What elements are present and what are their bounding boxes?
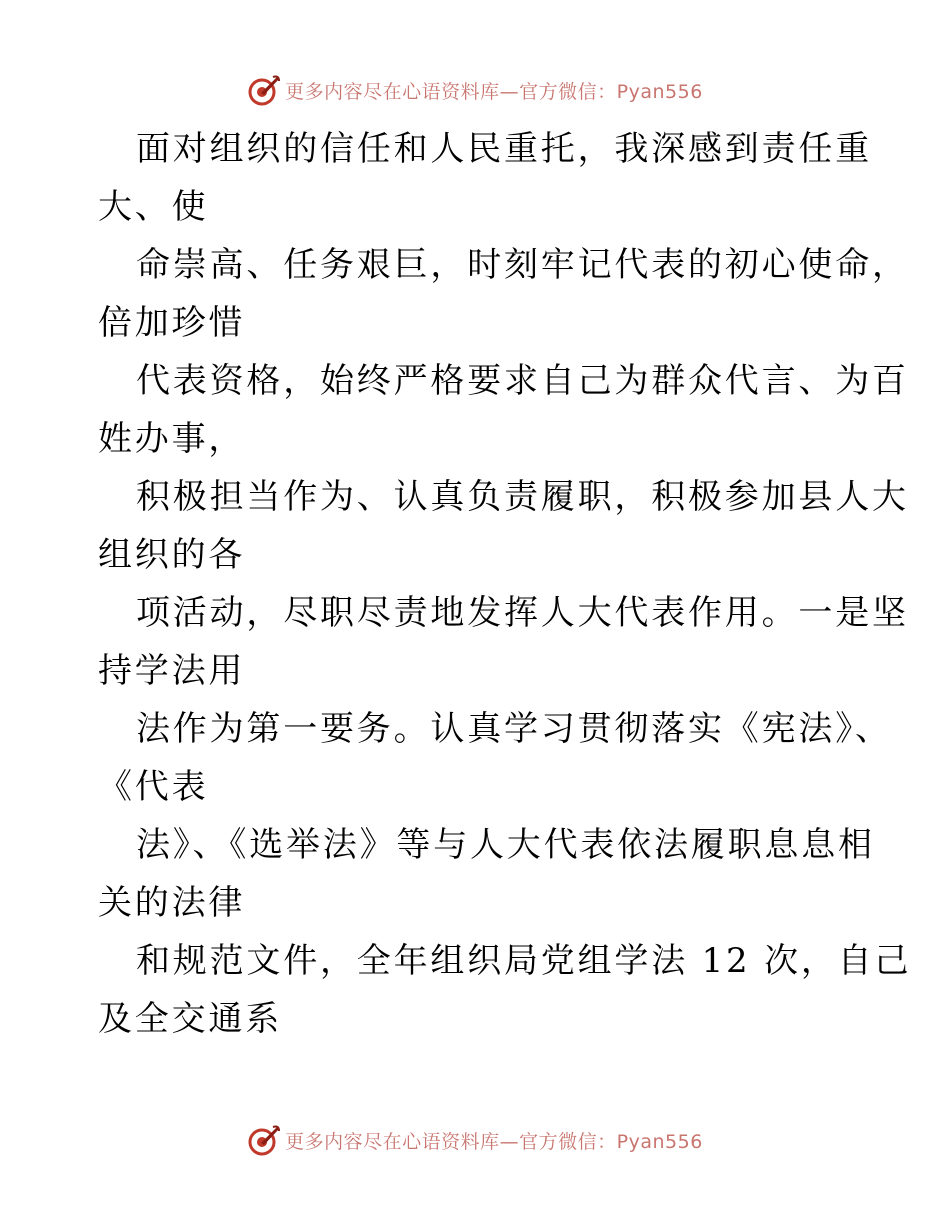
paragraph-line: 法作为第一要务。认真学习贯彻落实《宪法》、 — [136, 709, 892, 749]
paragraph-line: 和规范文件，全年组织局党组学法 12 次，自己 — [136, 941, 912, 981]
paragraph — [98, 816, 875, 932]
quill-logo-icon — [247, 1123, 281, 1157]
paragraph — [98, 352, 909, 468]
paragraph-line: 倍加珍惜 — [98, 303, 246, 343]
paragraph-line: 关的法律 — [98, 883, 246, 923]
paragraph-line: 面对组织的信任和人民重托，我深感到责任重 — [136, 129, 872, 169]
paragraph-line: 《代表 — [98, 767, 209, 807]
paragraph-line: 姓办事， — [98, 419, 246, 459]
quill-logo-icon — [247, 73, 281, 107]
paragraph — [98, 120, 872, 236]
paragraph-line: 法》、《选举法》等与人大代表依法履职息息相 — [136, 825, 875, 865]
paragraph-line: 积极担当作为、认真负责履职，积极参加县人大 — [136, 477, 909, 517]
paragraph-line: 持学法用 — [98, 651, 246, 691]
watermark-text: 更多内容尽在心语资料库—官方微信：Pyan556 — [285, 80, 703, 103]
paragraph — [98, 932, 912, 1048]
paragraph — [98, 236, 909, 352]
paragraph — [98, 584, 909, 700]
paragraph-line: 组织的各 — [98, 535, 246, 575]
paragraph-line: 大、使 — [98, 187, 209, 227]
document-body — [98, 120, 912, 1048]
paragraph-line: 代表资格，始终严格要求自己为群众代言、为百 — [136, 361, 909, 401]
footer-watermark — [0, 1120, 950, 1160]
paragraph-line: 命崇高、任务艰巨，时刻牢记代表的初心使命， — [136, 245, 909, 285]
watermark-text: 更多内容尽在心语资料库—官方微信：Pyan556 — [285, 1130, 703, 1153]
paragraph-line: 项活动，尽职尽责地发挥人大代表作用。一是坚 — [136, 593, 909, 633]
paragraph — [98, 468, 909, 584]
header-watermark — [0, 70, 950, 110]
paragraph — [98, 700, 892, 816]
paragraph-line: 及全交通系 — [98, 999, 282, 1039]
